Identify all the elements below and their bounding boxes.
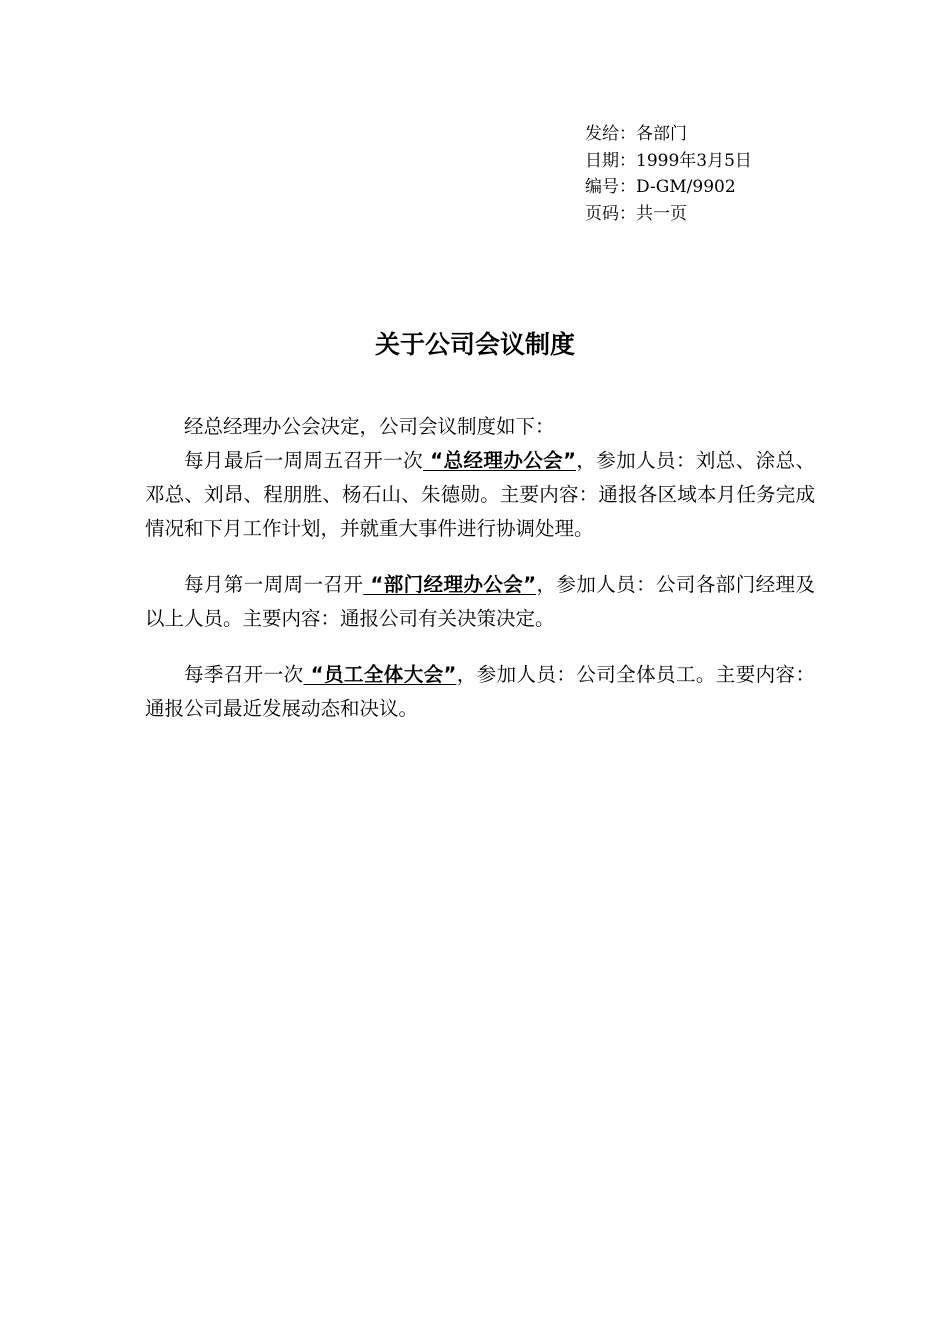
gm-meeting-paragraph — [145, 444, 815, 546]
document-number-line: 编号：D-GM/9902 — [585, 177, 736, 197]
date-line: 日期：1999年3月5日 — [585, 150, 752, 171]
meeting-name-dept-managers: “部门经理办公会” — [363, 573, 537, 596]
paragraph-suffix: ，参加人员：公司全体员工。主要内容：通报公司最近发展动态和决议。 — [145, 663, 815, 720]
meeting-name-all-staff: “员工全体大会” — [303, 663, 457, 686]
document-title: 关于公司会议制度 — [374, 330, 575, 359]
meeting-name-gm-office: “总经理办公会” — [423, 449, 576, 472]
intro-paragraph: 经总经理办公会决定，公司会议制度如下： — [184, 415, 555, 438]
paragraph-suffix: ，参加人员：刘总、涂总、邓总、刘昂、程朋胜、杨石山、朱德勋。主要内容：通报各区域本月任务完成情况和下月工作计划，并就重大事件进行协调处理。 — [145, 449, 815, 540]
all-staff-meeting-paragraph — [145, 658, 815, 726]
document-body — [145, 410, 815, 726]
document-header-meta — [585, 121, 752, 227]
paragraph-prefix: 每月最后一周周五召开一次 — [184, 449, 424, 472]
page-count-line: 页码：共一页 — [585, 203, 687, 224]
dept-meeting-paragraph — [145, 568, 815, 636]
recipient-line: 发给：各部门 — [585, 124, 687, 144]
paragraph-prefix: 每月第一周周一召开 — [184, 573, 364, 596]
paragraph-suffix: ，参加人员：公司各部门经理及以上人员。主要内容：通报公司有关决策决定。 — [145, 573, 815, 630]
paragraph-prefix: 每季召开一次 — [184, 663, 304, 686]
